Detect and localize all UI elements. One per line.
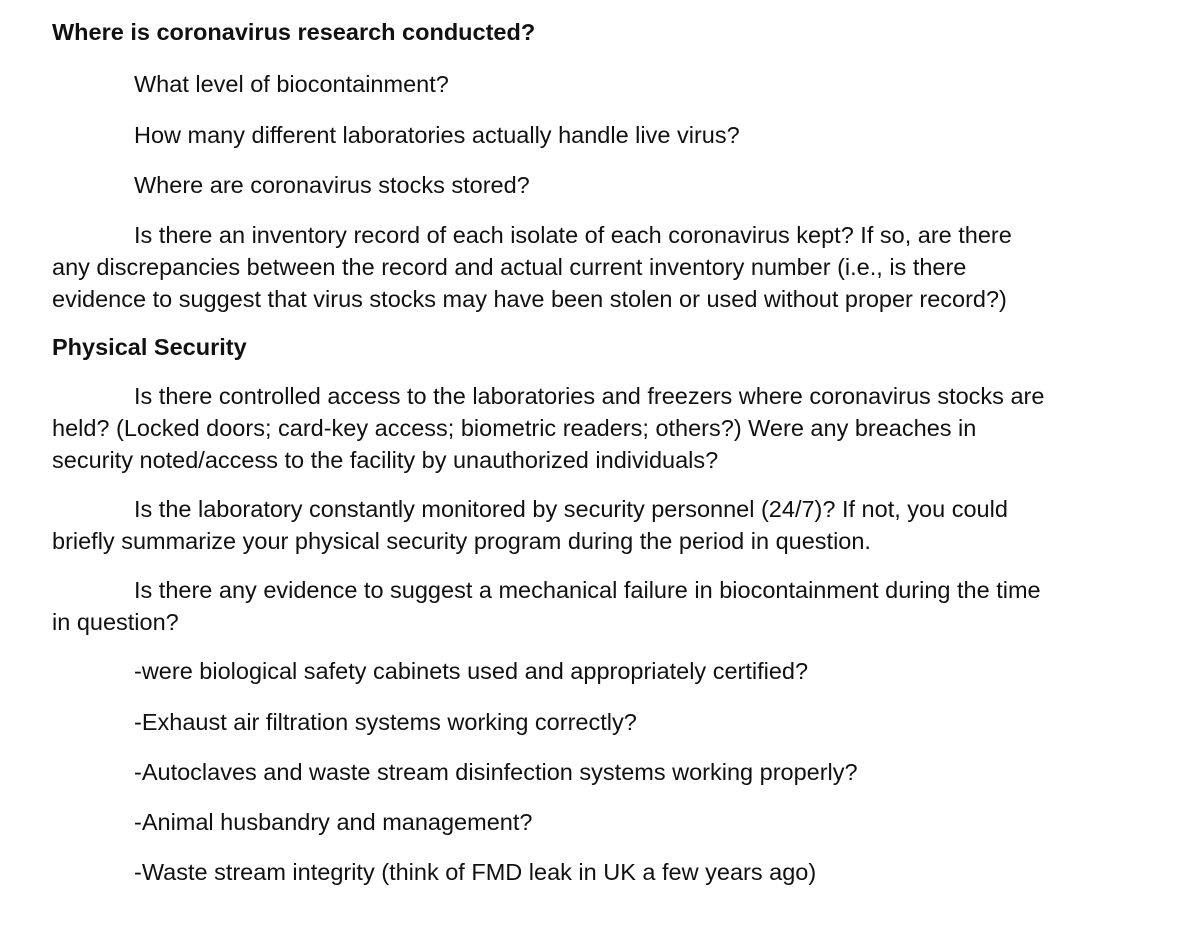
question-laboratory-count: How many different laboratories actually handle live virus? <box>134 122 740 148</box>
list-item: -Waste stream integrity (think of FMD leak in UK a few years ago) <box>134 859 817 885</box>
paragraph-access-control-line-2: held? (Locked doors; card-key access; biometric readers; others?) Were any breaches in <box>52 415 977 441</box>
list-item: -Autoclaves and waste stream disinfection systems working properly? <box>134 759 858 785</box>
question-inventory-line-2: any discrepancies between the record and actual current inventory number (i.e., is there <box>52 254 967 280</box>
question-biocontainment-level: What level of biocontainment? <box>134 71 449 97</box>
question-stock-storage: Where are coronavirus stocks stored? <box>134 172 530 198</box>
section-heading-physical-security: Physical Security <box>52 334 247 360</box>
list-item: -Exhaust air filtration systems working correctly? <box>134 709 637 735</box>
list-item: -were biological safety cabinets used and appropriately certified? <box>134 658 809 684</box>
paragraph-access-control-line-3: security noted/access to the facility by unauthorized individuals? <box>52 447 719 473</box>
question-inventory-line-1: Is there an inventory record of each isolate of each coronavirus kept? If so, are there <box>134 222 1012 248</box>
paragraph-mechanical-failure-line-2: in question? <box>52 609 179 635</box>
paragraph-access-control-line-1: Is there controlled access to the laboratories and freezers where coronavirus stocks are <box>134 383 1045 409</box>
list-item: -Animal husbandry and management? <box>134 809 533 835</box>
paragraph-mechanical-failure-line-1: Is there any evidence to suggest a mechanical failure in biocontainment during the time <box>134 577 1041 603</box>
section-heading-research-location: Where is coronavirus research conducted? <box>52 19 536 45</box>
paragraph-monitoring-line-2: briefly summarize your physical security program during the period in question. <box>52 528 871 554</box>
paragraph-monitoring-line-1: Is the laboratory constantly monitored by security personnel (24/7)? If not, you could <box>134 496 1008 522</box>
question-inventory-line-3: evidence to suggest that virus stocks may have been stolen or used without proper record?) <box>52 286 1007 312</box>
